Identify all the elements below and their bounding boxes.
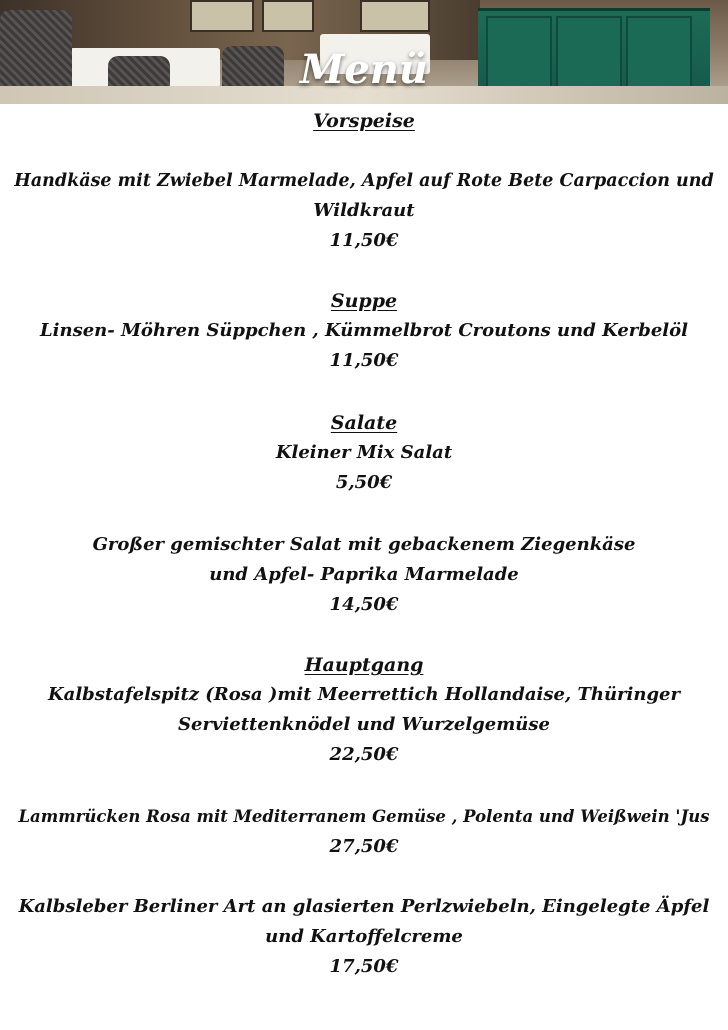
dish-price: 27,50€ <box>329 836 399 857</box>
dish-price: 11,50€ <box>329 350 399 371</box>
dish-description: und Apfel- Paprika Marmelade <box>209 564 519 585</box>
dish-description: Großer gemischter Salat mit gebackenem Ziegenkäse <box>92 534 636 555</box>
dish-price: 5,50€ <box>335 472 393 493</box>
banner-photo-window <box>360 0 430 32</box>
section-heading: Hauptgang <box>304 654 424 676</box>
dish-price: 14,50€ <box>329 594 399 615</box>
dish-description: und Kartoffelcreme <box>265 926 463 947</box>
dish-description: Wildkraut <box>313 200 415 221</box>
dish-description: Lammrücken Rosa mit Mediterranem Gemüse , Polenta und Weißwein 'Jus <box>18 807 710 826</box>
banner-photo-window <box>190 0 254 32</box>
section-heading: Vorspeise <box>313 110 415 132</box>
dish-description: Serviettenknödel und Wurzelgemüse <box>178 714 550 735</box>
section-heading: Salate <box>330 412 398 434</box>
dish-description: Kalbsleber Berliner Art an glasierten Perlzwiebeln, Eingelegte Äpfel <box>18 896 710 917</box>
dish-description: Linsen- Möhren Süppchen , Kümmelbrot Croutons und Kerbelöl <box>40 320 688 341</box>
banner-photo-window <box>262 0 314 32</box>
menu-title: Menü <box>300 46 428 93</box>
dish-price: 11,50€ <box>329 230 399 251</box>
dish-price: 17,50€ <box>329 956 399 977</box>
dish-description: Kleiner Mix Salat <box>275 442 453 463</box>
section-heading: Suppe <box>330 290 398 312</box>
dish-description: Handkäse mit Zwiebel Marmelade, Apfel auf Rote Bete Carpaccion und <box>14 171 714 191</box>
header-banner <box>0 0 728 104</box>
dish-description: Kalbstafelspitz (Rosa )mit Meerrettich Hollandaise, Thüringer <box>48 684 680 705</box>
dish-price: 22,50€ <box>329 744 399 765</box>
